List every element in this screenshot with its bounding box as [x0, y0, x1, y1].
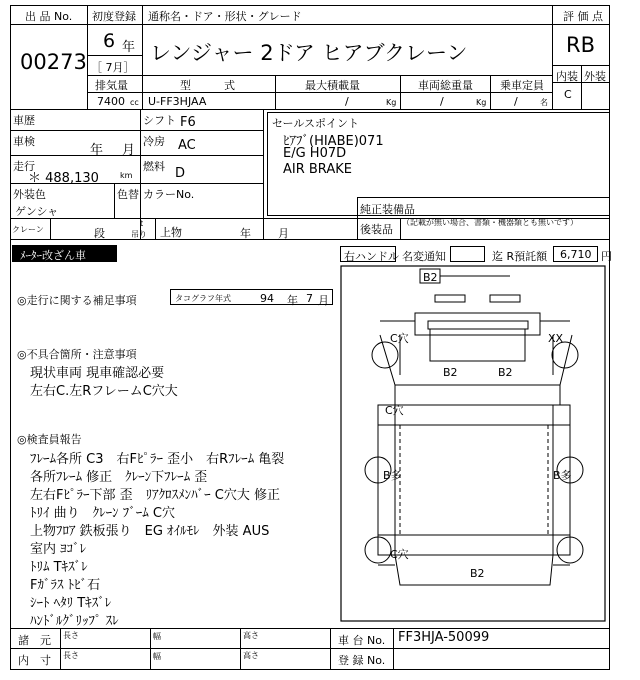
aftermarket-label: 後装品 [360, 223, 393, 236]
diagram-mark: C穴 [385, 404, 404, 417]
mileage-unit: km [120, 171, 133, 180]
color-no-label: カラーNo. [143, 188, 195, 201]
deposit-label: 迄 R預託額 [492, 250, 548, 263]
meter-tampered-badge: ﾒｰﾀｰ改ざん車 [12, 245, 117, 262]
supplement-title: ◎走行に関する補足事項 [17, 294, 137, 307]
diagram-mark: B2 [423, 271, 438, 284]
diagram-mark: B2 [443, 366, 458, 379]
displacement-label: 排気量 [95, 79, 128, 92]
diagram-mark: B多 [553, 469, 572, 482]
length-label: 長さ [63, 651, 79, 660]
displacement-unit: cc [130, 98, 139, 107]
diagram-mark: XX [548, 332, 564, 345]
exterior-color-label: 外装色 [13, 188, 46, 201]
name-change-label: 名変通知 [402, 250, 446, 263]
length-label: 長さ [63, 631, 79, 640]
sales-point-line-2: E/G H07D [283, 146, 347, 161]
mileage-value: ＊ 488,130 [28, 171, 99, 186]
max-load-unit: Kg [386, 98, 397, 107]
sales-point-title: セールスポイント [272, 117, 360, 130]
dimensions-label: 諸 元 [18, 634, 51, 647]
tachograph-label: タコグラフ年式 [175, 294, 231, 303]
width-label: 幅 [153, 652, 161, 661]
inspector-line: 左右Fﾋﾟﾗｰ下部 歪 ﾘｱｸﾛｽﾒﾝﾊﾞｰ C穴大 修正 [30, 488, 280, 503]
sales-point-line-1: ﾋｱﾌﾞ(HIABE)071 [283, 134, 384, 149]
sales-point-line-3: AIR BRAKE [283, 162, 352, 177]
registration-year: 6 [103, 30, 116, 52]
upper-body-label: 上物 [160, 226, 182, 239]
fuel-value: D [175, 166, 186, 181]
inspector-line: ﾄﾘｲ 曲り ｸﾚｰﾝ ﾌﾞｰﾑ C穴 [30, 506, 175, 521]
color-change-label: 色替 [117, 188, 139, 201]
shift-value: F6 [180, 115, 196, 130]
gross-weight-unit: Kg [476, 98, 487, 107]
deposit-value: 6,710 [560, 248, 592, 261]
first-registration-label: 初度登録 [92, 10, 136, 23]
inspector-line: ﾌﾚｰﾑ各所 C3 右Fﾋﾟﾗｰ 歪小 右Rﾌﾚｰﾑ 亀裂 [30, 452, 285, 467]
registration-month: ［ 7月］ [91, 61, 135, 74]
lot-number: 00273 [20, 50, 87, 74]
inspector-line: ｼｰﾄ ﾍﾀﾘ Tｷｽﾞﾚ [30, 596, 112, 611]
diagram-mark: B2 [498, 366, 513, 379]
defect-line-1: 現状車両 現車確認必要 [30, 366, 165, 381]
defect-line-2: 左右C.左RフレームC穴大 [30, 384, 178, 399]
registration-no-label: 登 録 No. [338, 654, 386, 667]
crane-hanging: 吊り [131, 230, 147, 239]
inspector-line: 上物ﾌﾛｱ 鉄板張り EG ｵｲﾙﾓﾚ 外装 AUS [30, 524, 270, 539]
inspector-line: 各所ﾌﾚｰﾑ 修正 ｸﾚｰﾝ下ﾌﾚｰﾑ 歪 [30, 470, 208, 485]
ac-value: AC [178, 138, 196, 153]
tachograph-month-unit: 月 [318, 294, 329, 307]
diagram-mark: B多 [383, 469, 402, 482]
history-label: 車歴 [13, 114, 35, 127]
inspector-title: ◎検査員報告 [17, 433, 82, 446]
model-code: U-FF3HJAA [148, 95, 207, 108]
inspection-month-unit: 月 [122, 143, 136, 158]
width-label: 幅 [153, 632, 161, 641]
interior-grade: C [564, 88, 572, 101]
height-label: 高さ [243, 651, 259, 660]
inspector-line: ﾄﾘﾑ Tｷｽﾞﾚ [30, 560, 88, 575]
evaluation-label: 評 価 点 [563, 10, 603, 23]
evaluation-score: RB [566, 33, 595, 57]
steering-side: 右ハンドル [344, 250, 399, 263]
fuel-label: 燃料 [143, 160, 165, 173]
chassis-label: 車 台 No. [338, 634, 386, 647]
ac-label: 冷房 [143, 135, 165, 148]
inspector-line: ﾊﾝﾄﾞﾙｸﾞﾘｯﾌﾟ ｽﾚ [30, 614, 119, 629]
upper-year-unit: 年 [240, 227, 251, 240]
vehicle-name: レンジャー 2ドア ヒアブクレーン [150, 41, 468, 65]
crane-stage: 段 [94, 227, 105, 240]
inspection-year-unit: 年 [90, 143, 104, 158]
lot-label: 出 品 No. [25, 10, 73, 23]
capacity-value: / [514, 95, 518, 108]
inspector-line: Fｶﾞﾗｽ ﾄﾋﾞ石 [30, 578, 101, 593]
capacity-unit: 名 [540, 98, 548, 107]
genuine-equipment-label: 純正装備品 [360, 203, 415, 216]
diagram-mark: B2 [470, 567, 485, 580]
inspection-label: 車検 [13, 135, 35, 148]
registration-year-unit: 年 [122, 40, 136, 55]
gross-weight-value: / [440, 95, 444, 108]
inner-dimensions-label: 内 寸 [18, 654, 51, 667]
upper-month-unit: 月 [278, 227, 289, 240]
shift-label: シフト [143, 114, 176, 127]
aftermarket-note: （記載が無い場合、書類・機器類とも無いです） [402, 218, 578, 227]
max-load-value: / [345, 95, 349, 108]
tachograph-month: 7 [306, 292, 313, 305]
mileage-label: 走行 [13, 160, 35, 173]
gross-weight-label: 車両総重量 [418, 79, 473, 92]
crane-label: クレーン [12, 225, 44, 234]
inspector-line: 室内 ﾖｺﾞﾚ [30, 542, 87, 557]
tachograph-year: 94 [260, 292, 274, 305]
diagram-mark: C穴 [390, 548, 409, 561]
max-load-label: 最大積載量 [305, 79, 360, 92]
crane-ton: t [140, 219, 144, 228]
exterior-label: 外装 [584, 70, 606, 83]
height-label: 高さ [243, 631, 259, 640]
name-change-box [450, 246, 485, 262]
displacement-value: 7400 [97, 95, 125, 108]
vehicle-name-label: 通称名・ドア・形状・グレード [148, 10, 302, 23]
defect-title: ◎不具合箇所・注意事項 [17, 348, 137, 361]
deposit-unit: 円 [601, 250, 612, 263]
diagram-mark: C穴 [390, 332, 409, 345]
interior-label: 内装 [556, 70, 578, 83]
tachograph-year-unit: 年 [287, 294, 298, 307]
capacity-label: 乗車定員 [500, 79, 544, 92]
exterior-color-value: ゲンシャ [15, 205, 59, 218]
chassis-number: FF3HJA-50099 [398, 630, 490, 645]
model-label: 型 式 [180, 79, 235, 92]
